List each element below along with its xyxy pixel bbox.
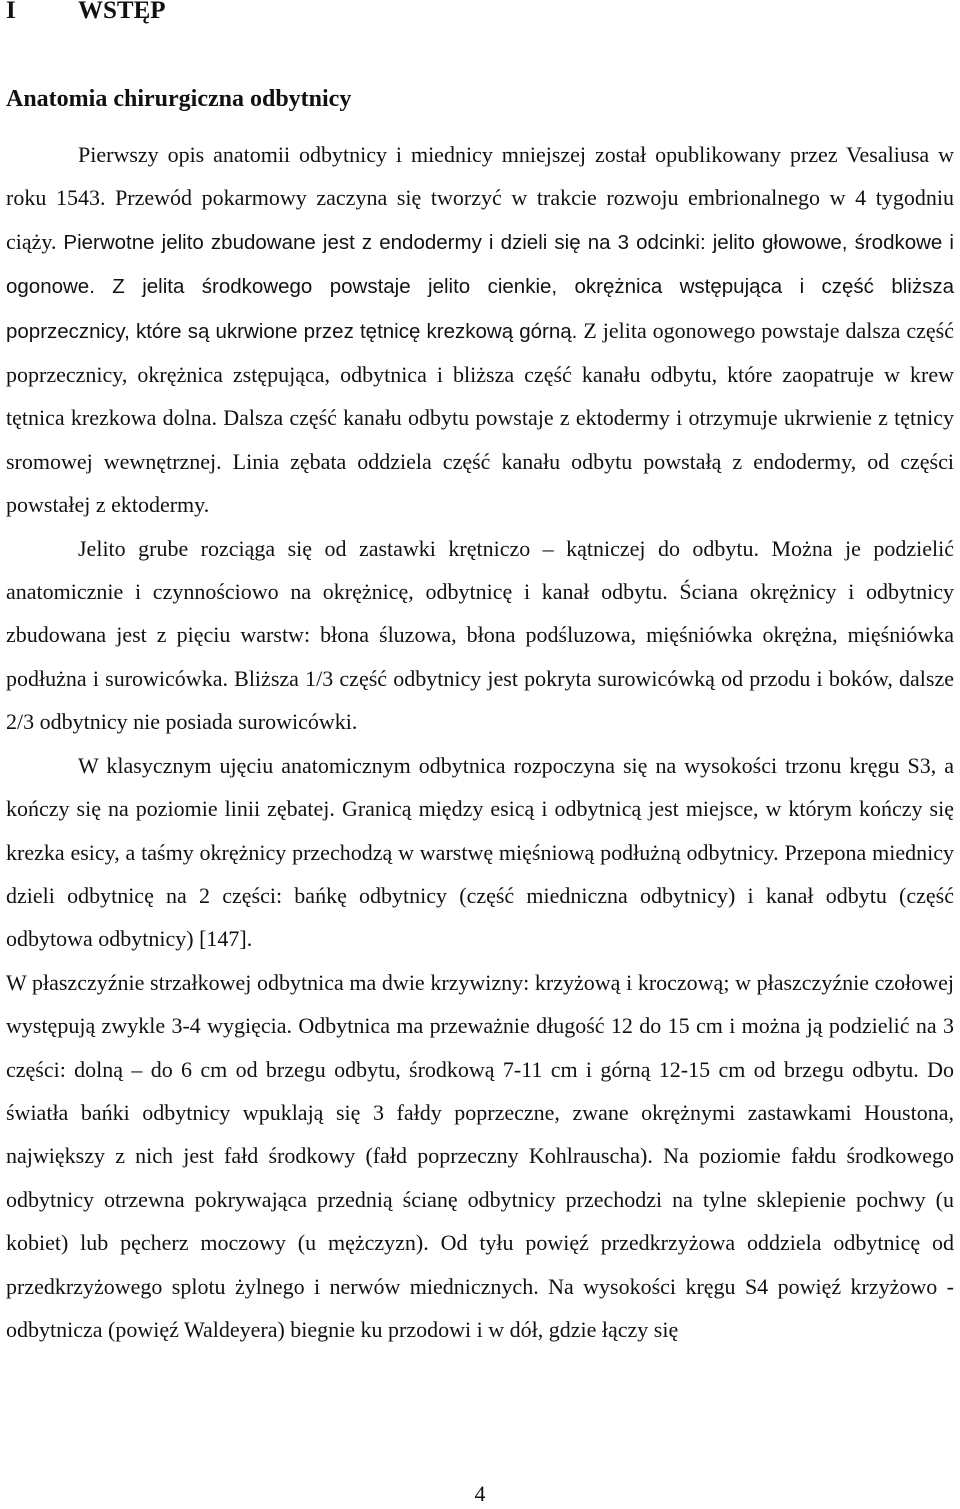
body-text — [6, 133, 954, 1351]
paragraph-1-run-2-sans: Pierwotne jelito zbudowane jest z endodermy i dzieli się na 3 odcinki: jelito głowowe, środkowe i ogonowe. Z jelita środkowego powstaje jelito cienkie, okrężnica wstępująca i część bliższa poprzecznicy, które są ukrwione przez tętnicę krezkową górną. — [6, 230, 954, 343]
paragraph-1 — [6, 133, 954, 527]
paragraph-4-text: W płaszczyźnie strzałkowej odbytnica ma dwie krzywizny: krzyżową i kroczową; w płaszczyźnie czołowej występują zwykle 3-4 wygięcia. Odbytnica ma przeważnie długość 12 do 15 cm i można ją podzielić na 3 części: dolną – do 6 cm od brzegu odbytu, środkową 7-11 cm i górną 12-15 cm od brzegu odbytu. Do światła bańki odbytnicy wpuklają się 3 fałdy poprzeczne, zwane okrężnymi zastawkami Houstona, największy z nich jest fałd środkowy (fałd poprzeczny Kohlrauscha). Na poziomie fałdu środkowego odbytnicy otrzewna pokrywająca przednią ścianę odbytnicy przechodzi na tylne sklepienie pochwy (u kobiet) lub pęcherz moczowy (u mężczyzn). Od tyłu powięź przedkrzyżowa oddziela odbytnicę od przedkrzyżowego splotu żylnego i nerwów miednicznych. Na wysokości kręgu S4 powięź krzyżowo - odbytnicza (powięź Waldeyera) biegnie ku przodowi i w dół, gdzie łączy się — [6, 969, 954, 1342]
chapter-title: WSTĘP — [78, 0, 166, 24]
paragraph-3 — [6, 744, 954, 961]
chapter-heading — [6, 0, 166, 28]
chapter-number: I — [6, 0, 16, 24]
page-number: 4 — [474, 1481, 486, 1506]
paragraph-2 — [6, 527, 954, 744]
paragraph-3-text: W klasycznym ujęciu anatomicznym odbytnica rozpoczyna się na wysokości trzonu kręgu S3, a kończy się na poziomie linii zębatej. Granicą między esicą i odbytnicą jest miejsce, w którym kończy się krezka esicy, a taśmy okrężnicy przechodzą w warstwę mięśniową podłużną odbytnicy. Przepona miednicy dzieli odbytnicę na 2 części: bańkę odbytnicy (część miedniczna odbytnicy) i kanał odbytu (część odbytowa odbytnicy) [147]. — [6, 752, 954, 952]
paragraph-1-run-1: Pierwszy opis anatomii odbytnicy i miednicy mniejszej został opublikowany przez Vesaliusa w roku 1543. Przewód pokarmowy zaczyna się tworzyć w trakcie rozwoju embrionalnego w 4 tygodniu ciąży. — [6, 142, 954, 254]
paragraph-4 — [6, 961, 954, 1352]
paragraph-2-text: Jelito grube rozciąga się od zastawki krętniczo – kątniczej do odbytu. Można je podzielić anatomicznie i czynnościowo na okrężnicę, odbytnicę i kanał odbytu. Ściana okrężnicy i odbytnicy zbudowana jest z pięciu warstw: błona śluzowa, błona podśluzowa, mięśniówka okrężna, mięśniówka podłużna i surowicówka. Bliższa 1/3 część odbytnicy jest pokryta surowicówką od przodu i boków, dalsze 2/3 odbytnicy nie posiada surowicówki. — [6, 535, 954, 735]
section-title: Anatomia chirurgiczna odbytnicy — [6, 86, 352, 112]
paragraph-1-run-3: Z jelita ogonowego powstaje dalsza część poprzecznicy, okrężnica zstępująca, odbytnica i bliższa część kanału odbytu, które zaopatruje w krew tętnica krezkowa dolna. Dalsza część kanału odbytu powstaje z ektodermy i otrzymuje ukrwienie z tętnicy sromowej wewnętrznej. Linia zębata oddziela część kanału odbytu powstałą z endodermy, od części powstałej z ektodermy. — [6, 317, 954, 518]
